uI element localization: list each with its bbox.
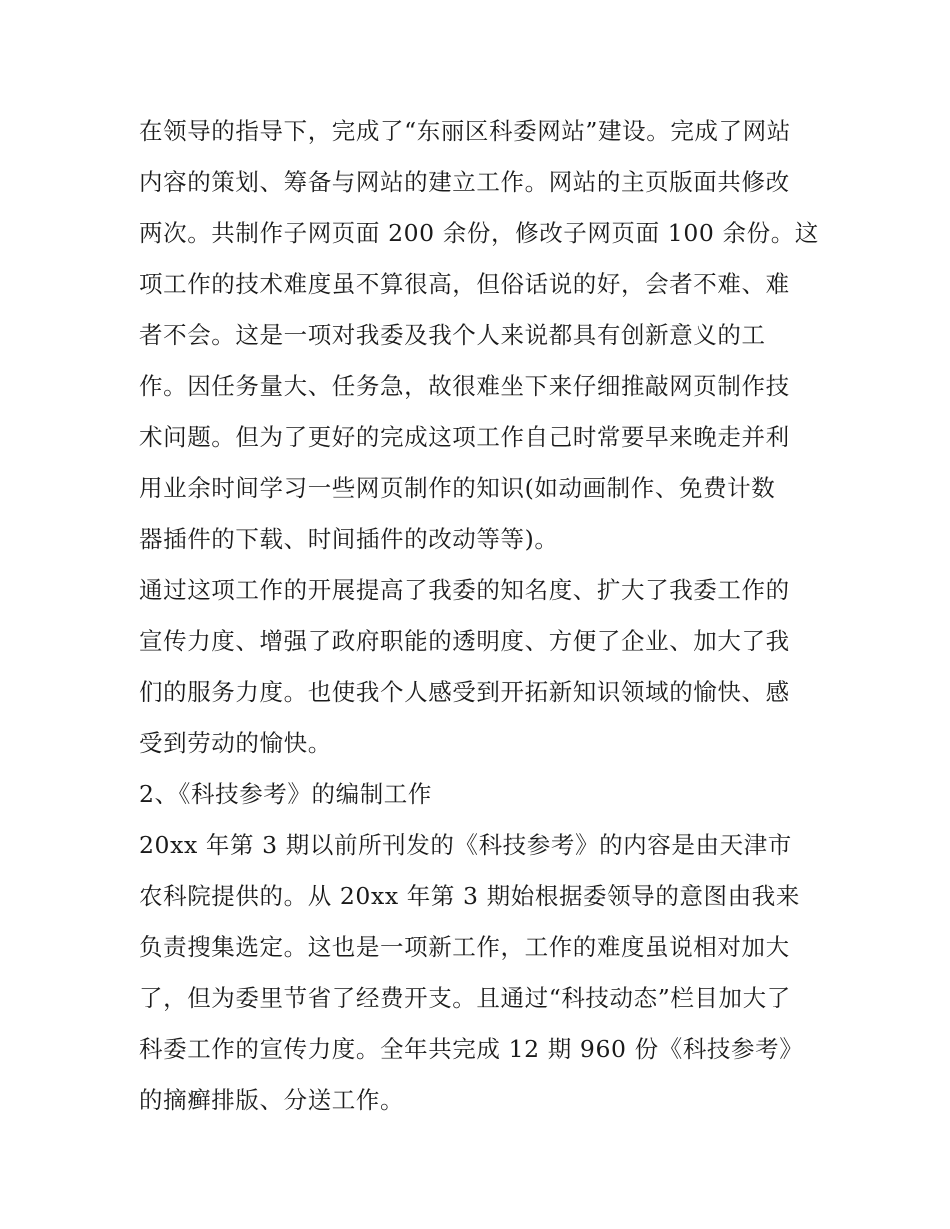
text-line: 受到劳动的愉快。 (139, 729, 332, 757)
text-line: 20xx 年第 3 期以前所刊发的《科技参考》的内容是由天津市 (139, 831, 792, 859)
text-line: 两次。共制作子网页面 200 余份，修改子网页面 100 余份。这 (139, 219, 819, 247)
text-line: 内容的策划、筹备与网站的建立工作。网站的主页版面共修改 (139, 168, 790, 196)
text-line: 器插件的下载、时间插件的改动等等)。 (139, 525, 559, 553)
text-line: 农科院提供的。从 20xx 年第 3 期始根据委领导的意图由我来 (139, 882, 800, 910)
text-line: 宣传力度、增强了政府职能的透明度、方便了企业、加大了我 (139, 627, 790, 655)
text-line: 通过这项工作的开展提高了我委的知名度、扩大了我委工作的 (139, 576, 790, 604)
text-line: 用业余时间学习一些网页制作的知识(如动画制作、免费计数 (139, 474, 776, 502)
text-line: 术问题。但为了更好的完成这项工作自己时常要早来晚走并利 (139, 423, 790, 451)
section-heading: 2、《科技参考》的编制工作 (139, 780, 433, 808)
text-line: 者不会。这是一项对我委及我个人来说都具有创新意义的工 (139, 321, 766, 349)
text-line: 们的服务力度。也使我个人感受到开拓新知识领域的愉快、感 (139, 678, 790, 706)
text-line: 的摘癣排版、分送工作。 (139, 1086, 405, 1114)
text-line: 了，但为委里节省了经费开支。且通过“科技动态”栏目加大了 (139, 984, 791, 1012)
text-line: 在领导的指导下，完成了“东丽区科委网站”建设。完成了网站 (139, 117, 791, 145)
text-line: 负责搜集选定。这也是一项新工作，工作的难度虽说相对加大 (139, 933, 790, 961)
document-body (139, 106, 819, 1126)
text-line: 科委工作的宣传力度。全年共完成 12 期 960 份《科技参考》 (139, 1035, 804, 1063)
text-line: 作。因任务量大、任务急，故很难坐下来仔细推敲网页制作技 (139, 372, 790, 400)
text-line: 项工作的技术难度虽不算很高，但俗话说的好，会者不难、难 (139, 270, 790, 298)
